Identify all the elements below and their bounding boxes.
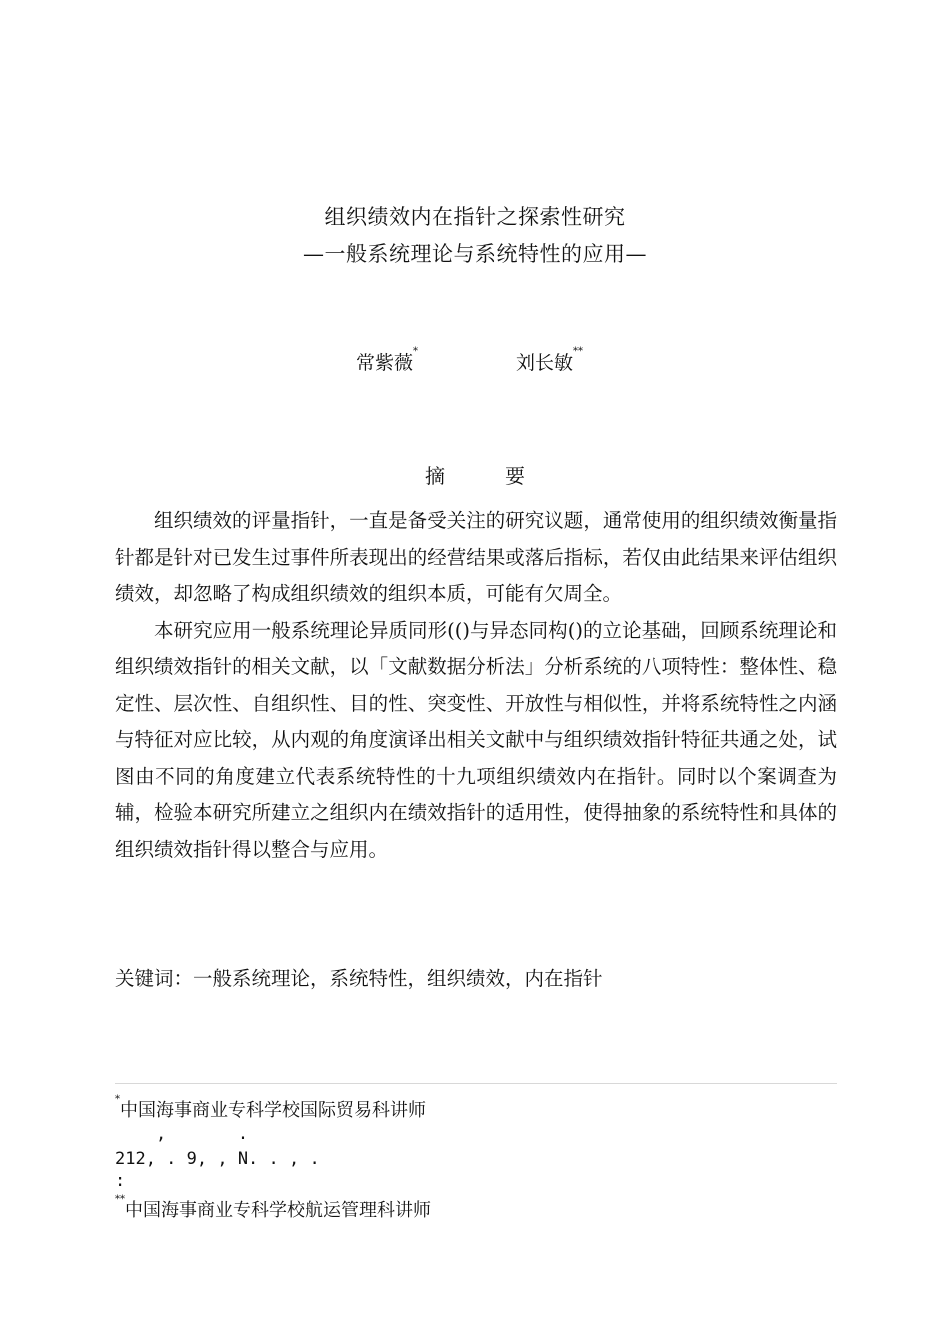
footnote-2 — [115, 1196, 431, 1222]
footnote-2-mark: ** — [115, 1194, 125, 1205]
abstract-paragraph: 本研究应用一般系统理论异质同形(()与异态同构()的立论基础，回顾系统理论和组织绩效指针的相关文献，以「文献数据分析法」分析系统的八项特性：整体性、稳定性、层次性、自组织性、目的性、突变性、开放性与相似性，并将系统特性之内涵与特征对应比较，从内观的角度演译出相关文献中与组织绩效指针特征共通之处，试图由不同的角度建立代表系统特性的十九项组织绩效内在指针。同时以个案调查为辅，检验本研究所建立之组织内在绩效指针的适用性，使得抽象的系统特性和具体的组织绩效指针得以整合与应用。 — [115, 618, 837, 861]
abstract-heading — [0, 460, 950, 489]
footnote-1-line-2: , . — [115, 1124, 249, 1144]
author-1 — [356, 348, 418, 375]
author-1-mark: * — [413, 346, 419, 357]
footnote-1-line-4: : — [115, 1171, 126, 1191]
abstract-heading-char-2: 要 — [505, 464, 525, 488]
keywords-line: 关键词：一般系统理论，系统特性，组织绩效，内在指针 — [115, 967, 603, 990]
abstract-paragraph: 组织绩效的评量指针，一直是备受关注的研究议题，通常使用的组织绩效衡量指针都是针对已发生过事件所表现出的经营结果或落后指标，若仅由此结果来评估组织绩效，却忽略了构成组织绩效的组织本质，可能有欠周全。 — [115, 509, 837, 605]
author-1-name: 常紫薇 — [356, 352, 414, 374]
footnote-1 — [115, 1096, 426, 1122]
paper-subtitle: —一般系统理论与系统特性的应用— — [303, 242, 647, 266]
footnote-1-mark: * — [115, 1094, 120, 1105]
paper-title: 组织绩效内在指针之探索性研究 — [324, 205, 626, 229]
author-2 — [516, 348, 583, 375]
author-2-mark: ** — [573, 346, 584, 357]
author-2-name: 刘长敏 — [516, 352, 574, 374]
abstract-heading-char-1: 摘 — [425, 464, 445, 488]
footnote-1-text: 中国海事商业专科学校国际贸易科讲师 — [120, 1100, 426, 1121]
footnote-1-line-3: 212, . 9, , N. . , . — [115, 1149, 320, 1169]
abstract-body — [115, 503, 837, 868]
footnote-2-text: 中国海事商业专科学校航运管理科讲师 — [125, 1200, 431, 1221]
footnote-divider — [115, 1083, 837, 1084]
